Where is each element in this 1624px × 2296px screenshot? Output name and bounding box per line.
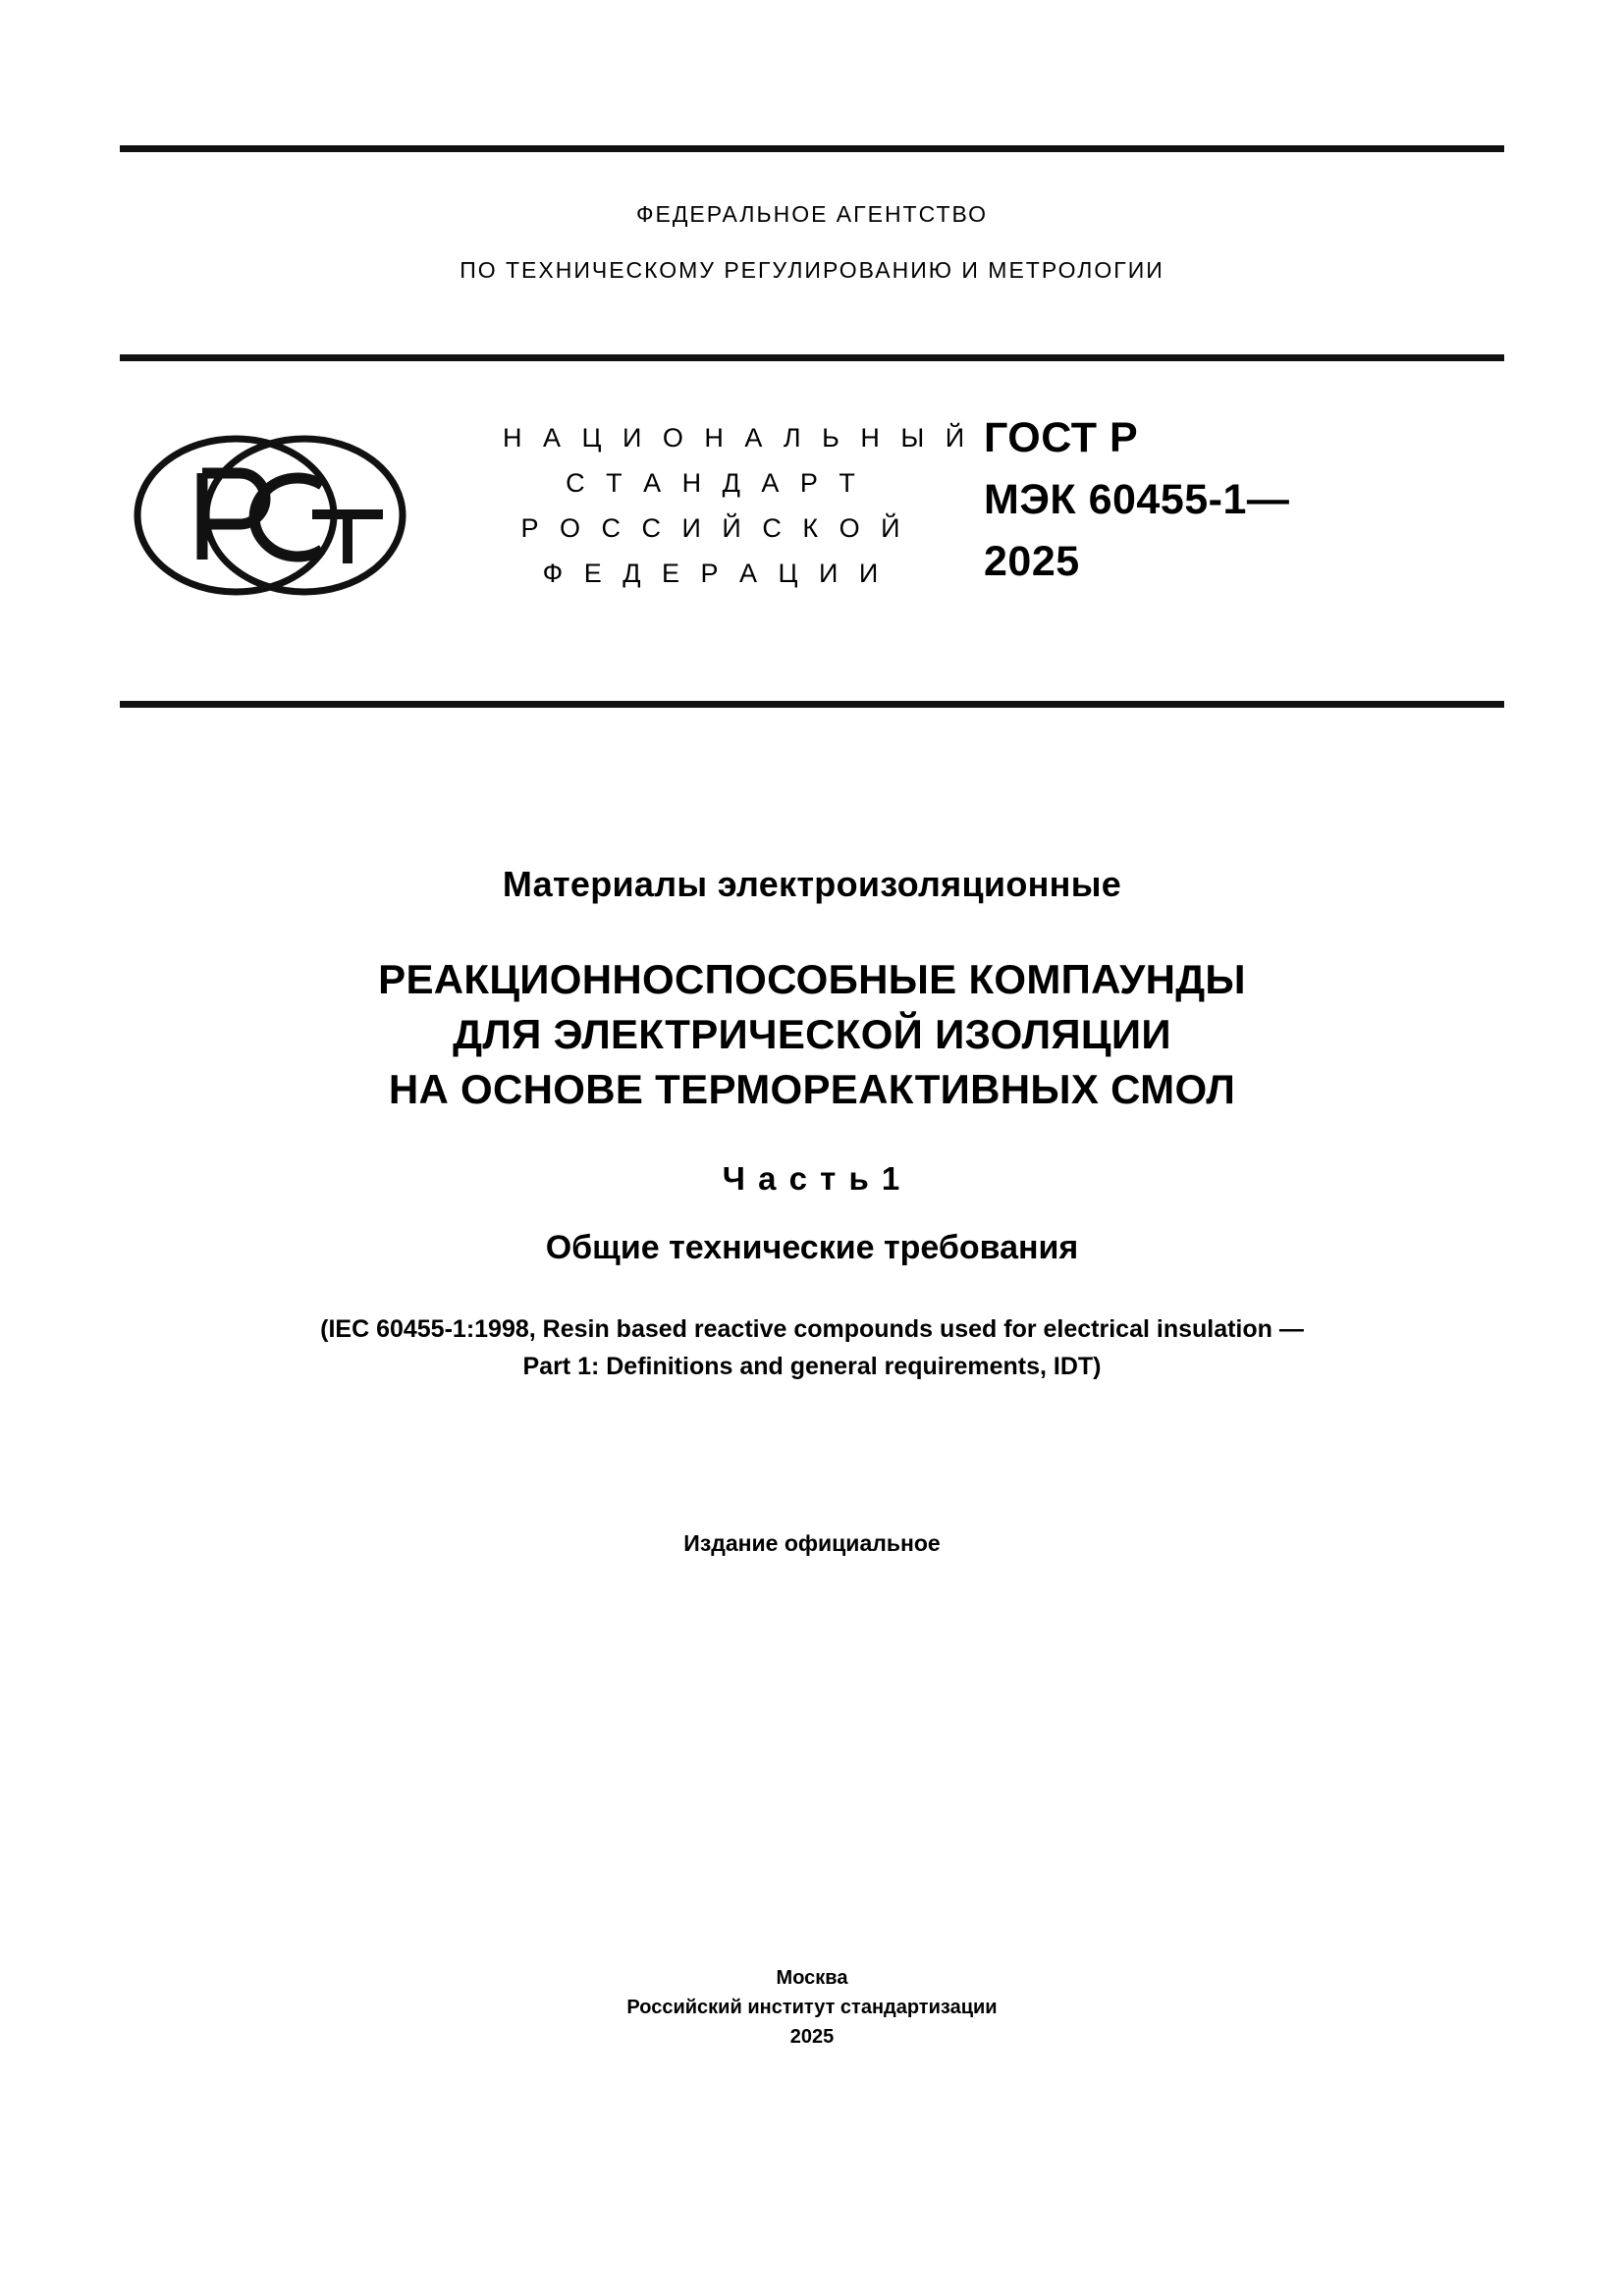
material-category-title: Материалы электроизоляционные [502, 864, 1122, 904]
part-subtitle: Общие технические требования [545, 1229, 1079, 1266]
national-standard-line-2: С Т А Н Д А Р Т [566, 468, 862, 498]
publication-footer [120, 1963, 1504, 2052]
national-standard-line-3: Р О С С И Й С К О Й [520, 513, 907, 543]
divider-bottom [120, 701, 1504, 708]
document-title-block [120, 864, 1504, 1557]
main-title-line-3: НА ОСНОВЕ ТЕРМОРЕАКТИВНЫХ СМОЛ [388, 1066, 1236, 1112]
standard-code-line-1: ГОСТ Р [984, 414, 1139, 461]
agency-line-1: ФЕДЕРАЛЬНОЕ АГЕНТСТВО [636, 201, 988, 227]
standard-identity-row [120, 388, 1504, 682]
standard-code [984, 407, 1475, 593]
standard-code-line-2: МЭК 60455-1— [984, 476, 1290, 523]
iec-reference-line-2: Part 1: Definitions and general requirements, IDT) [522, 1353, 1102, 1380]
rst-gost-emblem-icon [130, 412, 414, 618]
footer-year: 2025 [789, 2026, 835, 2048]
part-number: Ч а с т ь 1 [722, 1160, 902, 1197]
footer-city: Москва [776, 1967, 848, 1989]
iec-reference [120, 1310, 1504, 1385]
national-standard-line-4: Ф Е Д Е Р А Ц И И [542, 559, 886, 588]
main-title-line-2: ДЛЯ ЭЛЕКТРИЧЕСКОЙ ИЗОЛЯЦИИ [453, 1011, 1171, 1057]
national-standard-label [503, 415, 972, 596]
agency-line-2: ПО ТЕХНИЧЕСКОМУ РЕГУЛИРОВАНИЮ И МЕТРОЛОГИИ [460, 257, 1164, 283]
official-edition-note: Издание официальное [683, 1530, 941, 1556]
iec-reference-line-1: (IEC 60455-1:1998, Resin based reactive compounds used for electrical insulation — [320, 1315, 1304, 1343]
main-title [120, 952, 1504, 1117]
footer-publisher: Российский институт стандартизации [626, 1997, 998, 2018]
national-standard-line-1: Н А Ц И О Н А Л Ь Н Ы Й [503, 423, 972, 453]
standard-code-line-3: 2025 [984, 538, 1080, 585]
main-title-line-1: РЕАКЦИОННОСПОСОБНЫЕ КОМПАУНДЫ [378, 956, 1246, 1002]
divider-middle [120, 354, 1504, 361]
divider-top [120, 145, 1504, 152]
agency-heading [120, 201, 1504, 284]
